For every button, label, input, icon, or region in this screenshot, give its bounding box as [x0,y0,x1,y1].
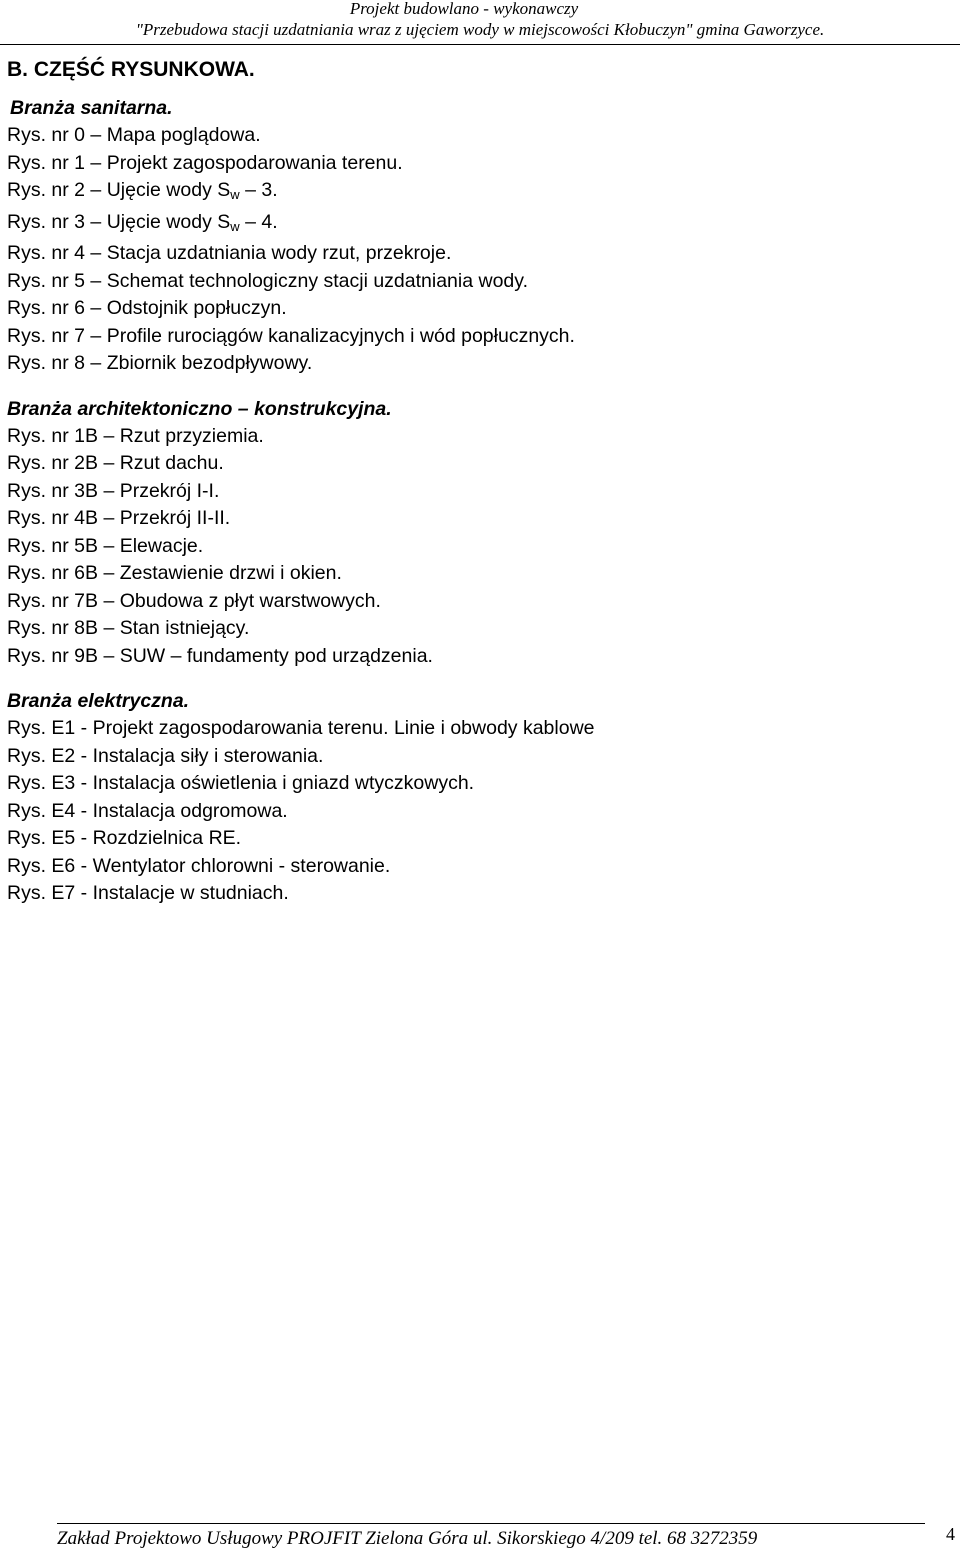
list-item: Rys. E2 - Instalacja siły i sterowania. [7,744,324,767]
list-item: Rys. nr 8 – Zbiornik bezodpływowy. [7,352,313,374]
subscript: w [230,218,240,234]
page-header [0,0,960,52]
subscript: w [230,187,240,202]
page-number: 4 [946,1524,955,1544]
list-item: Rys. nr 4 – Stacja uzdatniania wody rzut, przekroje. [7,242,452,264]
list-item: Rys. nr 8B – Stan istniejący. [7,617,250,639]
list-item: Rys. E6 - Wentylator chlorowni - sterowanie. [7,854,391,877]
group-title-elektryczna: Branża elektryczna. [7,690,190,712]
group-title-sanitarna: Branża sanitarna. [10,97,173,119]
list-item: Rys. nr 6B – Zestawienie drzwi i okien. [7,562,342,584]
header-project-type: Projekt budowlano - wykonawczy [349,0,579,18]
list-item: Rys. nr 6 – Odstojnik popłuczyn. [7,297,287,319]
list-item: Rys. nr 7B – Obudowa z płyt warstwowych. [7,589,381,612]
section-title: B. CZĘŚĆ RYSUNKOWA. [7,58,255,81]
header-divider [0,44,960,45]
header-project-title: "Przebudowa stacji uzdatniania wraz z ujęciem wody w miejscowości Kłobuczyn" gmina Gaworzyce. [135,20,825,39]
drawing-list [7,56,947,908]
list-item: Rys. nr 3B – Przekrój I-I. [7,479,220,502]
group-title-architektura: Branża architektoniczno – konstrukcyjna. [7,397,392,420]
group-sanitarna [7,122,947,378]
list-item: Rys. nr 7 – Profile rurociągów kanalizacyjnych i wód popłucznych. [7,324,575,347]
list-item: Rys. nr 5B – Elewacje. [7,534,204,557]
group-elektryczna [7,715,947,908]
list-item: Rys. nr 1 – Projekt zagospodarowania terenu. [7,151,403,174]
list-item: Rys. nr 4B – Przekrój II-II. [7,507,231,529]
list-item: Rys. nr 1B – Rzut przyziemia. [7,424,264,447]
list-item: Rys. E4 - Instalacja odgromowa. [7,799,288,822]
list-item: Rys. nr 2 – Ujęcie wody $S_w - 3$. [7,179,278,202]
group-architektura [7,423,947,671]
list-item: Rys. E3 - Instalacja oświetlenia i gniazd wtyczkowych. [7,772,475,794]
list-item: Rys. E7 - Instalacje w studniach. [7,882,289,904]
footer-divider [57,1523,925,1524]
list-item: Rys. nr 2B – Rzut dachu. [7,452,224,474]
footer-company-info: Zakład Projektowo Usługowy PROJFIT Zielona Góra ul. Sikorskiego 4/209 tel. 68 3272359 [57,1528,758,1549]
list-item: Rys. E1 - Projekt zagospodarowania terenu. Linie i obwody kablowe [7,717,595,739]
list-item: Rys. nr 9B – SUW – fundamenty pod urządzenia. [7,644,433,667]
list-item: Rys. nr 0 – Mapa poglądowa. [7,124,261,146]
list-item: Rys. E5 - Rozdzielnica RE. [7,827,242,849]
list-item: Rys. nr 3 – Ujęcie wody $S_w - 4$. [7,210,278,234]
list-item: Rys. nr 5 – Schemat technologiczny stacji uzdatniania wody. [7,269,528,292]
